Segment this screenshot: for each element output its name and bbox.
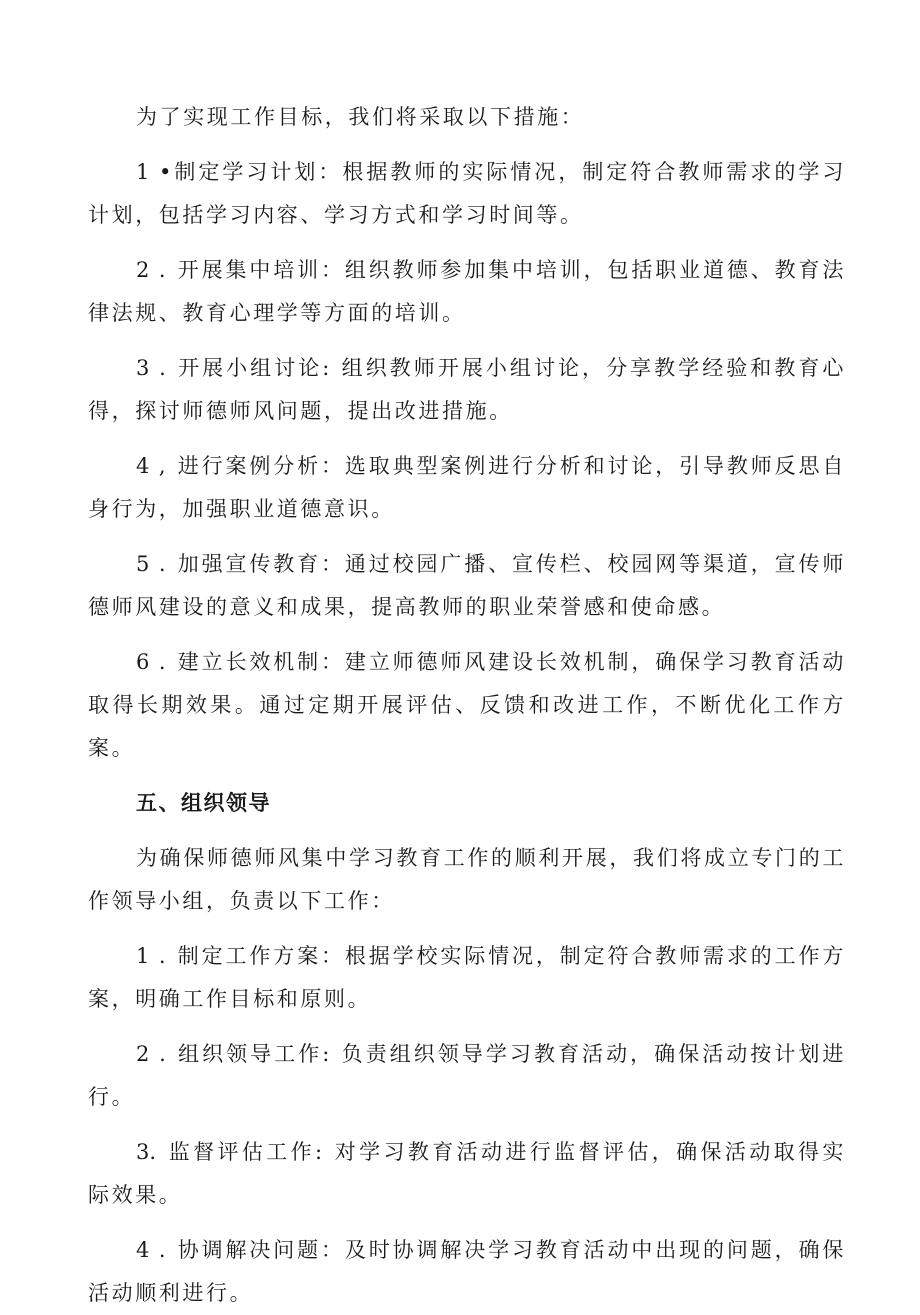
duty-1-number: 1	[136, 944, 150, 968]
measure-4-text: , 进行案例分析：选取典型案例进行分析和讨论，引导教师反思自身行为，加强职业道德意识。	[88, 454, 846, 521]
duty-4-text: . 协调解决问题：及时协调解决学习教育活动中出现的问题，确保活动顺利进行。	[88, 1238, 846, 1305]
intro-paragraph: 为了实现工作目标，我们将采取以下措施：	[136, 105, 585, 129]
measure-3-text: . 开展小组讨论: 组织教师开展小组讨论，分享教学经验和教育心得，探讨师德师风问题，提出改进措施。	[88, 356, 846, 423]
measure-5	[88, 543, 846, 629]
measure-6	[88, 641, 846, 770]
duty-4-number: 4	[136, 1238, 150, 1262]
measure-5-number: 5	[136, 552, 150, 576]
duty-3-number: 3	[136, 1140, 150, 1164]
section-heading: 五、组织领导	[136, 791, 271, 815]
measure-4	[88, 445, 846, 531]
duty-2-text: . 组织领导工作: 负责组织领导学习教育活动，确保活动按计划进行。	[88, 1042, 846, 1109]
measure-2-text: . 开展集中培训：组织教师参加集中培训，包括职业道德、教育法律法规、教育心理学等方面的培训。	[88, 258, 846, 325]
measure-2-number: 2	[136, 258, 150, 282]
measure-3	[88, 347, 846, 433]
duty-4	[88, 1229, 846, 1315]
duty-1	[88, 935, 846, 1021]
measure-4-number: 4	[136, 454, 150, 478]
duty-3	[88, 1131, 846, 1217]
measure-1-number: 1	[136, 160, 150, 184]
duty-1-text: . 制定工作方案：根据学校实际情况，制定符合教师需求的工作方案，明确工作目标和原则。	[88, 944, 846, 1011]
duty-2-number: 2	[136, 1042, 150, 1066]
section-intro-paragraph: 为确保师德师风集中学习教育工作的顺利开展，我们将成立专门的工作领导小组，负责以下工作：	[88, 846, 846, 913]
measure-3-number: 3	[136, 356, 150, 380]
measure-1	[88, 151, 846, 237]
duty-3-text: . 监督评估工作: 对学习教育活动进行监督评估，确保活动取得实际效果。	[88, 1140, 846, 1207]
measure-6-text: . 建立长效机制：建立师德师风建设长效机制，确保学习教育活动取得长期效果。通过定期开展评估、反馈和改进工作，不断优化工作方案。	[88, 650, 846, 760]
measure-1-text: •制定学习计划：根据教师的实际情况，制定符合教师需求的学习计划，包括学习内容、学习方式和学习时间等。	[88, 160, 846, 227]
measure-5-text: . 加强宣传教育：通过校园广播、宣传栏、校园网等渠道，宣传师德师风建设的意义和成果，提高教师的职业荣誉感和使命感。	[88, 552, 846, 619]
measure-6-number: 6	[136, 650, 150, 674]
duty-2	[88, 1033, 846, 1119]
measure-2	[88, 249, 846, 335]
